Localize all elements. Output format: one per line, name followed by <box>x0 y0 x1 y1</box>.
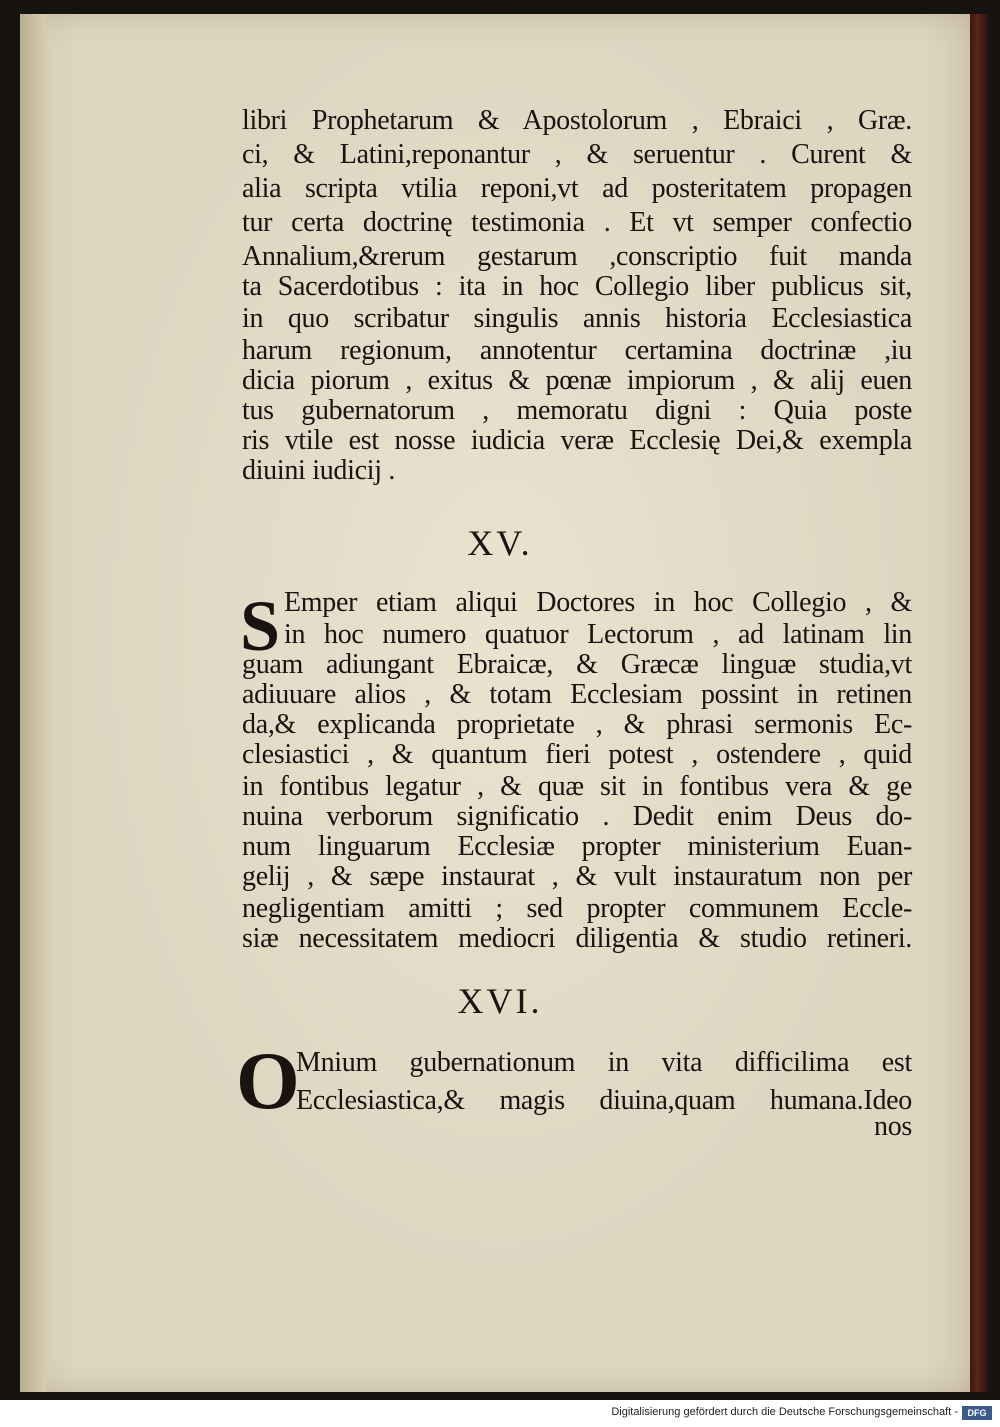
text-line: tur certa doctrinę testimonia . Et vt semper confectio <box>242 207 912 238</box>
text-line: da,& explicanda proprietate , & phrasi sermonis Ec- <box>242 709 912 740</box>
text-line: adiuuare alios , & totam Ecclesiam possint in retinen <box>242 679 912 710</box>
text-line: clesiastici , & quantum fieri potest , ostendere , quid <box>242 739 912 770</box>
text-line: dicia piorum , exitus & pœnæ impiorum , & alij euen <box>242 365 912 396</box>
text-line: in quo scribatur singulis annis historia Ecclesiastica <box>242 303 912 334</box>
drop-capital-o: O <box>236 1035 300 1126</box>
text-line: nuina verborum significatio . Dedit enim Deus do- <box>242 801 912 832</box>
bookmark-ribbon <box>970 14 988 1392</box>
text-line: ris vtile est nosse iudicia veræ Ecclesię Dei,& exempla <box>242 425 912 456</box>
page-gutter-edge <box>20 14 46 1392</box>
footer-credit: Digitalisierung gefördert durch die Deutsche Forschungsgemeinschaft - <box>611 1406 958 1418</box>
text-line: Annalium,&rerum gestarum ,conscriptio fuit manda <box>242 241 912 272</box>
text-line: in fontibus legatur , & quæ sit in fontibus vera & ge <box>242 771 912 802</box>
text-line: tus gubernatorum , memoratu digni : Quia poste <box>242 395 912 426</box>
footer-bar <box>0 1400 1000 1427</box>
text-line: Ecclesiastica,& magis diuina,quam humana.Ideo <box>296 1085 912 1116</box>
text-line: alia scripta vtilia reponi,vt ad posteritatem propagen <box>242 173 912 204</box>
text-line: in hoc numero quatuor Lectorum , ad latinam lin <box>284 619 912 650</box>
text-line: gelij , & sæpe instaurat , & vult instauratum non per <box>242 861 912 892</box>
text-line: num linguarum Ecclesiæ propter ministerium Euan- <box>242 831 912 862</box>
text-line: ta Sacerdotibus : ita in hoc Collegio liber publicus sit, <box>242 271 912 302</box>
text-line: guam adiungant Ebraicæ, & Græcæ linguæ studia,vt <box>242 649 912 680</box>
text-line: ci, & Latini,reponantur , & seruentur . Curent & <box>242 139 912 170</box>
text-line: siæ necessitatem mediocri diligentia & studio retineri. <box>242 923 912 954</box>
text-line: Emper etiam aliqui Doctores in hoc Collegio , & <box>284 587 912 618</box>
text-line: Mnium gubernationum in vita difficilima est <box>296 1047 912 1078</box>
dfg-logo[interactable]: DFG <box>962 1406 992 1420</box>
drop-capital-s: S <box>240 586 281 666</box>
text-line: harum regionum, annotentur certamina doctrinæ ,iu <box>242 335 912 366</box>
section-heading-xv: XV. <box>467 523 533 563</box>
catchword: nos <box>874 1111 912 1142</box>
text-line: negligentiam amitti ; sed propter communem Eccle- <box>242 893 912 924</box>
text-line: diuini iudicij . <box>242 455 396 486</box>
section-heading-xvi: XVI. <box>457 981 543 1021</box>
text-line: libri Prophetarum & Apostolorum , Ebraici , Græ. <box>242 105 912 136</box>
